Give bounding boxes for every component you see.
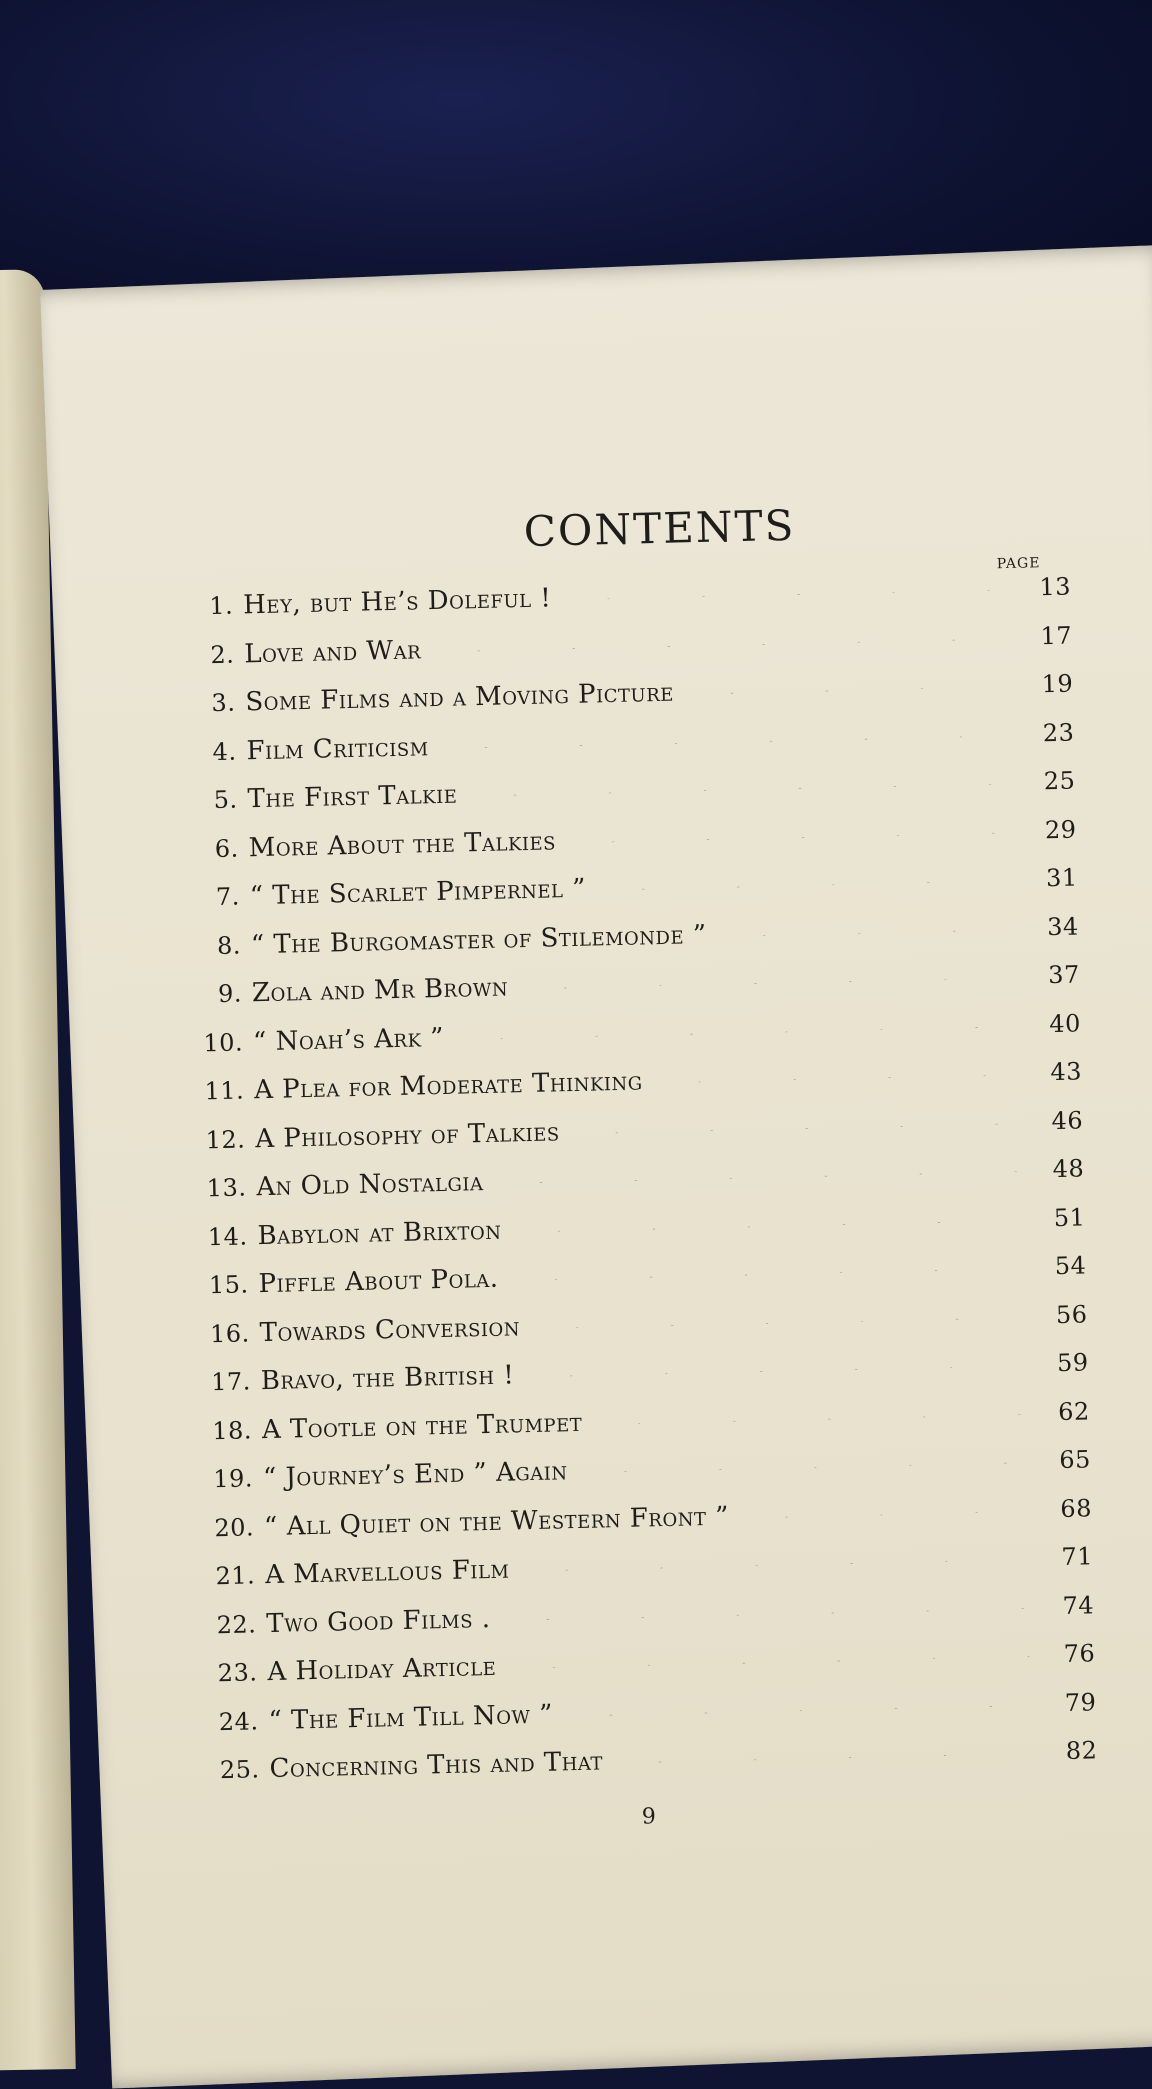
- page-column-label: PAGE: [996, 555, 1041, 573]
- chapter-number: 3.: [211, 688, 236, 718]
- chapter-page-number: 65: [1058, 1445, 1092, 1475]
- chapter-title: A Plea for Moderate Thinking: [253, 1066, 643, 1106]
- chapter-title: Film Criticism: [246, 731, 429, 766]
- chapter-number: 2.: [210, 640, 235, 669]
- chapter-page-number: 34: [1046, 911, 1080, 941]
- chapter-title: Some Films and a Moving Picture: [245, 677, 675, 718]
- chapter-number: 6.: [214, 834, 240, 863]
- dot-leader: [570, 1122, 1017, 1133]
- dot-leader: [431, 638, 1006, 652]
- chapter-number: 21.: [215, 1561, 256, 1591]
- chapter-number: 15.: [208, 1270, 249, 1300]
- dot-leader: [518, 977, 1014, 989]
- chapter-page-number: 54: [1054, 1251, 1087, 1281]
- chapter-title: “ Journey’s End ” Again: [262, 1456, 568, 1494]
- chapter-title: Bravo, the British !: [260, 1360, 515, 1397]
- book-page: [40, 245, 1152, 2089]
- chapter-page-number: 79: [1064, 1687, 1097, 1717]
- chapter-page-number: 19: [1041, 669, 1074, 699]
- chapter-page-number: 48: [1052, 1154, 1085, 1184]
- chapter-page-number: 23: [1042, 718, 1075, 747]
- chapter-page-number: 37: [1047, 960, 1081, 990]
- chapter-page-number: 56: [1055, 1299, 1088, 1329]
- dot-leader: [596, 880, 1012, 890]
- chapter-page-number: 59: [1056, 1348, 1089, 1378]
- dot-leader: [524, 1365, 1022, 1377]
- page-title: CONTENTS: [523, 500, 796, 556]
- dot-leader: [717, 928, 1013, 936]
- chapter-title: “ The Burgomaster of Stilemonde ”: [250, 919, 707, 960]
- chapter-title: A Holiday Article: [267, 1651, 497, 1688]
- dot-leader: [454, 1025, 1015, 1039]
- chapter-title: “ All Quiet on the Western Front ”: [263, 1501, 730, 1542]
- chapter-page-number: 51: [1053, 1202, 1086, 1232]
- chapter-page-number: 13: [1039, 572, 1072, 602]
- chapter-number: 12.: [205, 1124, 246, 1154]
- chapter-page-number: 46: [1051, 1105, 1084, 1135]
- chapter-page-number: 31: [1045, 863, 1078, 893]
- dot-leader: [501, 1607, 1029, 1620]
- dot-leader: [467, 783, 1009, 796]
- dot-leader: [519, 1559, 1027, 1572]
- chapter-title: A Philosophy of Talkies: [254, 1116, 561, 1154]
- dot-leader: [578, 1462, 1025, 1473]
- chapter-title: Hey, but He’s Doleful !: [242, 583, 552, 621]
- dot-leader: [530, 1316, 1022, 1328]
- chapter-title: “ The Scarlet Pimpernel ”: [249, 873, 587, 912]
- contents-list: [171, 572, 1098, 1805]
- chapter-number: 9.: [217, 979, 243, 1009]
- chapter-number: 8.: [216, 930, 242, 960]
- chapter-number: 7.: [215, 882, 241, 912]
- page-number: 9: [641, 1803, 657, 1830]
- chapter-page-number: 74: [1062, 1590, 1095, 1620]
- chapter-number: 25.: [219, 1755, 260, 1785]
- dot-leader: [739, 1510, 1026, 1518]
- chapter-title: Piffle About Pola.: [258, 1263, 499, 1300]
- dot-leader: [506, 1656, 1029, 1669]
- chapter-title: Babylon at Brixton: [257, 1215, 502, 1251]
- dot-leader: [613, 1753, 1032, 1763]
- chapter-page-number: 68: [1060, 1493, 1093, 1523]
- chapter-page-number: 25: [1043, 766, 1076, 796]
- chapter-number: 1.: [208, 591, 234, 621]
- dot-leader: [439, 735, 1009, 749]
- chapter-number: 4.: [212, 737, 237, 766]
- chapter-page-number: 40: [1049, 1008, 1082, 1038]
- chapter-title: More About the Talkies: [248, 825, 557, 863]
- chapter-page-number: 29: [1044, 814, 1077, 844]
- dot-leader: [653, 1074, 1016, 1083]
- chapter-title: A Tootle on the Trumpet: [261, 1407, 583, 1445]
- dot-leader: [684, 686, 1007, 694]
- chapter-number: 5.: [213, 785, 238, 815]
- dot-leader: [493, 1171, 1018, 1184]
- dot-leader: [509, 1268, 1021, 1281]
- chapter-number: 18.: [211, 1415, 253, 1445]
- chapter-number: 20.: [214, 1512, 255, 1542]
- chapter-title: Zola and Mr Brown: [251, 972, 509, 1009]
- dot-leader: [511, 1219, 1019, 1232]
- chapter-number: 13.: [206, 1173, 247, 1203]
- chapter-title: Two Good Films .: [265, 1603, 491, 1639]
- chapter-title: “ The Film Till Now ”: [268, 1699, 554, 1736]
- chapter-title: Concerning This and That: [269, 1746, 604, 1785]
- chapter-number: 24.: [218, 1706, 259, 1736]
- chapter-page-number: 43: [1050, 1057, 1083, 1087]
- chapter-page-number: 82: [1065, 1736, 1098, 1765]
- chapter-page-number: 71: [1061, 1542, 1094, 1572]
- chapter-title: “ Noah’s Ark ”: [252, 1022, 445, 1057]
- chapter-title: An Old Nostalgia: [256, 1167, 484, 1203]
- contents-block: [169, 495, 1099, 1840]
- chapter-page-number: 76: [1063, 1639, 1096, 1668]
- chapter-number: 17.: [210, 1367, 252, 1397]
- chapter-title: Love and War: [243, 634, 422, 669]
- dot-leader: [566, 831, 1011, 842]
- chapter-title: A Marvellous Film: [264, 1554, 510, 1591]
- chapter-page-number: 62: [1057, 1396, 1091, 1426]
- chapter-number: 23.: [217, 1658, 258, 1688]
- chapter-number: 10.: [203, 1027, 244, 1057]
- chapter-title: Towards Conversion: [259, 1311, 521, 1348]
- chapter-number: 19.: [213, 1464, 254, 1494]
- dot-leader: [561, 589, 1005, 600]
- chapter-number: 14.: [207, 1221, 248, 1251]
- chapter-page-number: 17: [1040, 621, 1073, 650]
- chapter-number: 11.: [204, 1076, 245, 1106]
- chapter-number: 22.: [216, 1609, 257, 1639]
- dot-leader: [592, 1413, 1024, 1424]
- chapter-title: The First Talkie: [247, 779, 458, 815]
- chapter-number: 16.: [209, 1318, 251, 1348]
- dot-leader: [563, 1704, 1030, 1716]
